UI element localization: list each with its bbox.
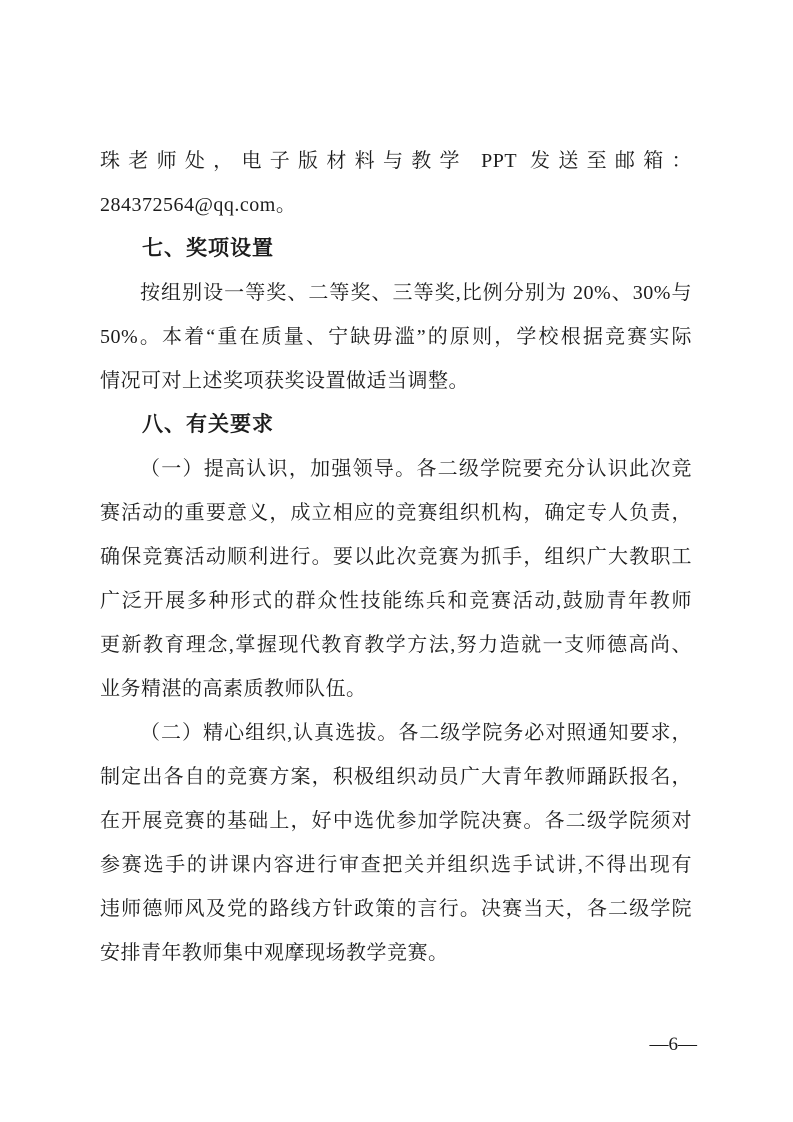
- text-line: 在开展竞赛的基础上，好中选优参加学院决赛。各二级学院须对: [100, 810, 692, 832]
- heading-section-8-requirements: 八、有关要求: [142, 413, 274, 436]
- text-line: 制定出各自的竞赛方案，积极组织动员广大青年教师踊跃报名，: [100, 766, 692, 788]
- paragraph-email-contact: [100, 139, 692, 227]
- text-line: 广泛开展多种形式的群众性技能练兵和竞赛活动,鼓励青年教师: [100, 590, 692, 612]
- text-line: 50%。本着“重在质量、宁缺毋滥”的原则，学校根据竞赛实际: [100, 326, 692, 348]
- text-line: 安排青年教师集中观摩现场教学竞赛。: [100, 942, 449, 964]
- text-line: 违师德师风及党的路线方针政策的言行。决赛当天，各二级学院: [100, 898, 692, 920]
- text-line: 确保竞赛活动顺利进行。要以此次竞赛为抓手，组织广大教职工: [100, 546, 692, 568]
- text-line: 珠老师处，电子版材料与教学 PPT 发送至邮箱：: [100, 150, 692, 172]
- heading-section-7-awards: 七、奖项设置: [142, 237, 274, 260]
- paragraph-award-ratios: [100, 271, 692, 403]
- text-line: 业务精湛的高素质教师队伍。: [100, 678, 367, 700]
- paragraph-requirement-1: [100, 447, 692, 711]
- paragraph-requirement-2: [100, 711, 692, 975]
- text-line: （一）提高认识，加强领导。各二级学院要充分认识此次竞: [140, 458, 692, 480]
- text-line: 参赛选手的讲课内容进行审查把关并组织选手试讲,不得出现有: [100, 854, 692, 876]
- text-line: 赛活动的重要意义，成立相应的竞赛组织机构，确定专人负责，: [100, 502, 692, 524]
- text-line: 情况可对上述奖项获奖设置做适当调整。: [100, 370, 469, 392]
- text-line: 按组别设一等奖、二等奖、三等奖,比例分别为 20%、30%与: [140, 282, 692, 304]
- page-number: —6—: [649, 1034, 697, 1055]
- text-line: （二）精心组织,认真选拔。各二级学院务必对照通知要求，: [140, 722, 692, 744]
- text-line: 284372564@qq.com。: [100, 194, 297, 216]
- text-line: 更新教育理念,掌握现代教育教学方法,努力造就一支师德高尚、: [100, 634, 692, 656]
- document-content: [100, 139, 692, 975]
